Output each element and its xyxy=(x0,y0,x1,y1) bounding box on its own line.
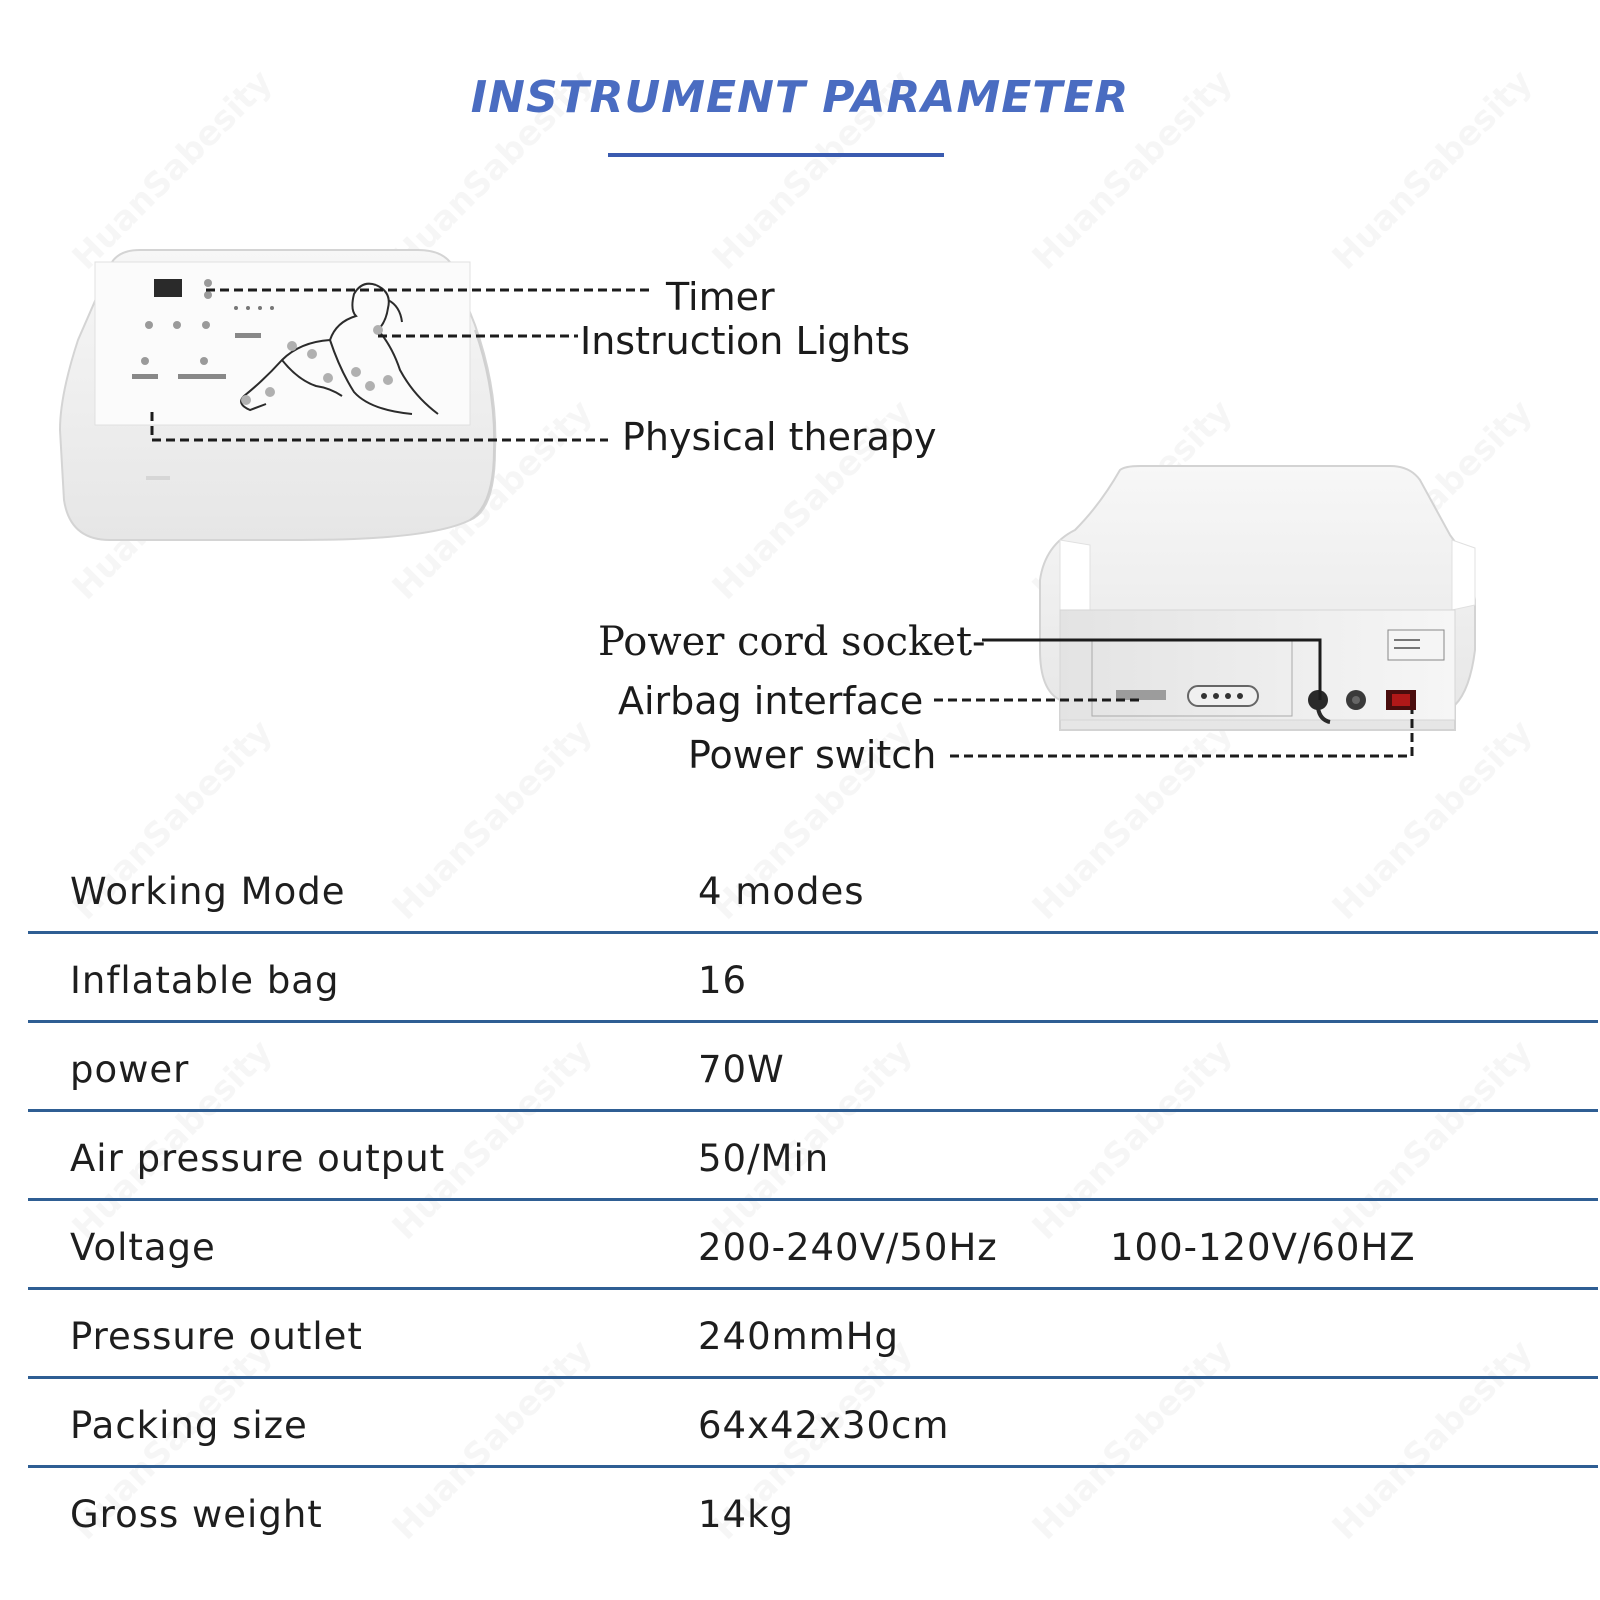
power-cord-socket-label: Power cord socket- xyxy=(598,619,986,665)
spec-row-pressure-outlet xyxy=(28,1290,1598,1379)
spec-name: Working Mode xyxy=(70,870,346,913)
physical-therapy-label: Physical therapy xyxy=(622,415,937,459)
back-device-image xyxy=(1040,466,1475,730)
spec-value: 16 xyxy=(698,959,748,1002)
spec-value: 70W xyxy=(698,1048,785,1091)
spec-row-gross-weight xyxy=(28,1468,1598,1554)
spec-row-working-mode xyxy=(28,845,1598,934)
spec-row-power xyxy=(28,1023,1598,1112)
spec-row-voltage xyxy=(28,1201,1598,1290)
spec-value: 200-240V/50Hz xyxy=(698,1226,998,1269)
spec-row-inflatable-bag xyxy=(28,934,1598,1023)
spec-row-air-pressure-output xyxy=(28,1112,1598,1201)
spec-value: 4 modes xyxy=(698,870,865,913)
spec-name: Voltage xyxy=(70,1226,216,1269)
airbag-interface-label: Airbag interface xyxy=(618,679,924,723)
spec-name: Packing size xyxy=(70,1404,308,1447)
spec-name: Gross weight xyxy=(70,1493,323,1536)
spec-name: Air pressure output xyxy=(70,1137,446,1180)
spec-value: 50/Min xyxy=(698,1137,830,1180)
spec-row-packing-size xyxy=(28,1379,1598,1468)
spec-value: 240mmHg xyxy=(698,1315,900,1358)
spec-name: Pressure outlet xyxy=(70,1315,363,1358)
spec-name: Inflatable bag xyxy=(70,959,340,1002)
spec-name: power xyxy=(70,1048,190,1091)
spec-value: 14kg xyxy=(698,1493,794,1536)
page-title: INSTRUMENT PARAMETER xyxy=(470,72,1130,123)
power-switch-label: Power switch xyxy=(688,733,937,777)
spec-value-secondary: 100-120V/60HZ xyxy=(1110,1226,1416,1269)
front-device-image xyxy=(60,250,495,540)
instruction-lights-label: Instruction Lights xyxy=(580,319,911,363)
spec-value: 64x42x30cm xyxy=(698,1404,950,1447)
spec-table xyxy=(28,845,1598,1554)
timer-label: Timer xyxy=(666,275,775,319)
